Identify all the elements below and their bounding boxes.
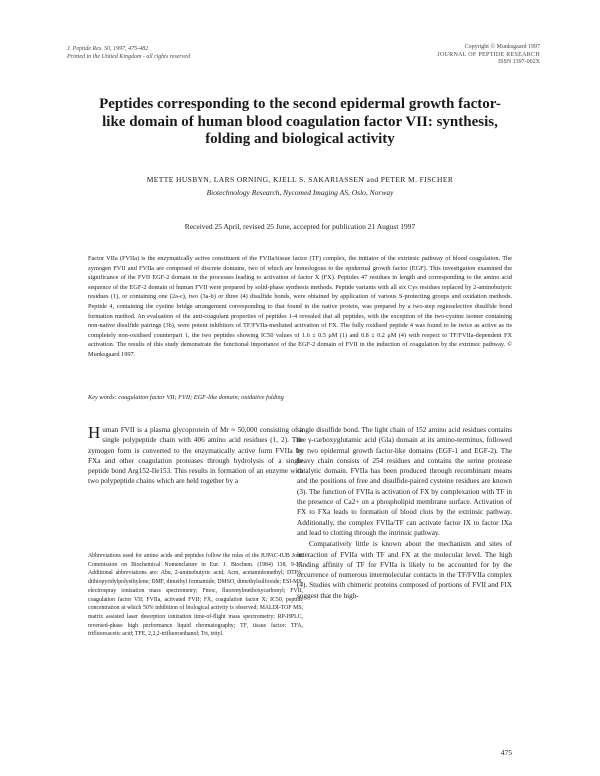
keywords: Key words: coagulation factor VII; FVII; EGF-like domain; oxidative folding	[88, 394, 284, 401]
author-list: METTE HUSBYN, LARS ORNING, KJELL S. SAKARIASSEN and PETER M. FISCHER	[146, 175, 454, 184]
journal-citation-header	[67, 45, 190, 61]
body-column-right	[297, 425, 512, 601]
intro-paragraph	[88, 425, 303, 487]
drop-cap: H	[88, 423, 101, 442]
body-paragraph: single disulfide bond. The light chain of 152 amino acid residues contains the γ-carboxyglutamic acid (Gla) domain at its amino-terminus, followed by two epidermal growth factor-like domains (EGF-1 and EGF-2). The heavy chain consists of 254 residues and contains the serine protease catalytic domain. FVIIa has been produced through recombinant means and the positions of free and disulfide-paired cysteine residues are known (3). The function of FVIIa is activation of FX by complexation with TF in the presence of Ca2+ on a phospholipid membrane surface. Activation of FX to FXa leads to formation of blood clots by the extrinsic pathway. Additionally, the complex FVIIa/TF can activate factor IX to factor IXa and lead to clotting through the intrinsic pathway.	[297, 426, 512, 537]
issn-line: ISSN 1397-002X	[498, 59, 540, 65]
affiliation: Biotechnology Research, Nycomed Imaging AS, Oslo, Norway	[206, 188, 394, 197]
body-column-left	[88, 425, 303, 487]
abstract: Factor VIIa (FVIIa) is the enzymatically active constituent of the FVIIa/tissue factor (TF) complex, the initiator of the extrinsic pathway of blood coagulation. The zymogen FVII and FVIIa are composed of discrete domains, two of which are homologous to the epidermal growth factor (EGF). This investigation examined the significance of the FVII EGF-2 domain in the processes leading to activation of factor X (FX). Peptides 47 residues in length and corresponding to the amino acid sequence of the EGF-2 domain of human FVII were prepared by solid-phase synthesis methods. Peptide variants with all six Cys residues replaced by 2-aminobutyric residues (1), or containing one (2a-c), two (3a-b) or three (4) disulfide bonds, were obtained by application of various S-protecting groups and oxidation methods. Peptide 4, containing the cystine bridge arrangement corresponding to that found in the native protein, was prepared by a two-step regioselective disulfide bond formation method. An evaluation of the anti-coagulant properties of peptides 1-4 revealed that all peptides, with the exception of the two-cystine isomer containing non-native disulfide pairings (3b), were potent inhibitors of TF/FVIIa-mediated activation of FX. The fully oxidised peptide 4 was found to be twice as active as its completely non-oxidised counterpart 1, the two peptides showing IC50 values of 1.6 ± 0.5 μM (1) and 0.8 ± 0.2 μM (4) with respect to TF/FVIIa-dependent FX activation. The results of this study demonstrate the functional importance of the EGF-2 domain of FVII in the induction of coagulation by the extrinsic pathway. © Munksgaard 1997.	[88, 255, 512, 358]
received-dates: Received 25 April, revised 25 June, accepted for publication 21 August 1997	[184, 222, 416, 231]
intro-text: uman FVII is a plasma glycoprotein of Mr ≈ 50,000 consisting of a single polypeptide chain with 406 amino acid residues (1, 2). The zymogen form is converted to the enzymatically active form FVIIa by FXa and other coagulation proteases through hydrolysis of a single peptide bond Arg152-Ile153. This results in formation of an enzyme with two polypeptide chains which are held together by a	[88, 426, 303, 486]
citation-line: J. Peptide Res. 50, 1997, 475-482	[67, 46, 149, 52]
page-number: 475	[500, 748, 512, 757]
abbreviations-footnote: Abbreviations used for amino acids and peptides follow the rules of the IUPAC-IUB Joint Commission on Biochemical Nomenclature in Eur. J. Biochem. (1984) 138, 9-37. Additional abbreviations are: Abu, 2-aminobutyric acid; Acm, acetamidomethyl; DTPA, dithiopyridylpolyethylene; DMF, dimethyl formamide; DMSO, dimethylsulfoxide; ESI-MS, electrospray ionization mass spectrometry; Fmoc, fluorenylmethoxycarbonyl; FVII, coagulation factor VII; FVIIa, activated FVII; FX, coagulation factor X; IC50, peptide concentration at which 50% inhibition of biological activity is observed; MALDI-TOF MS, matrix assisted laser desorption ionization time-of-flight mass spectrometry; RP-HPLC, reversed-phase high performance liquid chromatography; TF, tissue factor; TFA, trifluoroacetic acid; TFE, 2,2,2-trifluoroethanol; Trt, trityl.	[88, 553, 303, 638]
printed-line: Printed in the United Kingdom - all rights reserved	[67, 54, 191, 60]
journal-masthead	[437, 44, 540, 67]
journal-name: JOURNAL OF PEPTIDE RESEARCH	[437, 51, 540, 58]
copyright-line: Copyright © Munksgaard 1997	[464, 44, 540, 50]
article-title: Peptides corresponding to the second epidermal growth factor-like domain of human blood coagulation factor VII: synthesis, folding and biological activity	[99, 96, 501, 147]
body-paragraph: Comparatively little is known about the mechanism and sites of interaction of FVIIa with TF and FX at the molecular level. The high binding affinity of TF for FVIIa is likely to be accounted for by the occurrence of numerous intermolecular contacts in the TF/FVIIa complex (4). Studies with chimeric proteins composed of portions of FVII and FIX suggest that the high-	[297, 540, 512, 600]
